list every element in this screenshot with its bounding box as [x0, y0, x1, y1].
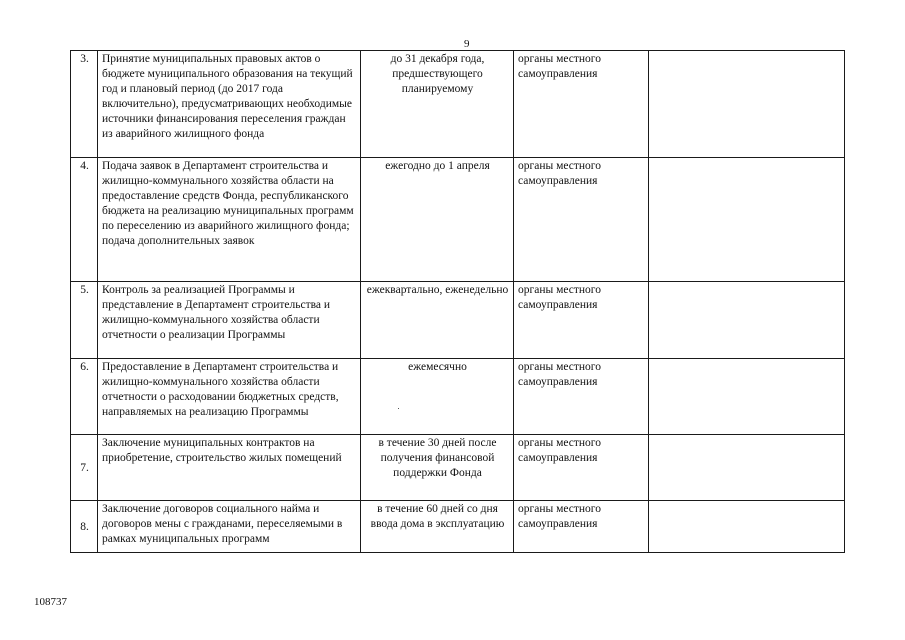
measures-table	[70, 50, 845, 553]
measure-term: ежегодно до 1 апреля	[361, 158, 514, 282]
row-number: 4.	[71, 158, 98, 282]
measure-description: Принятие муниципальных правовых актов о бюджете муниципального образования на текущий год и плановый период (до 2017 года включительно), предусматривающих необходимые источники финансирования переселения граждан из аварийного жилищного фонда	[98, 51, 361, 158]
measure-responsible: органы местного самоуправления	[514, 158, 649, 282]
measure-responsible: органы местного самоуправления	[514, 51, 649, 158]
table-row	[71, 359, 845, 435]
measure-responsible: органы местного самоуправления	[514, 359, 649, 435]
measure-extra-cell	[649, 435, 845, 501]
measure-responsible: органы местного самоуправления	[514, 282, 649, 359]
measure-term: в течение 30 дней после получения финансовой поддержки Фонда	[361, 435, 514, 501]
measure-extra-cell	[649, 158, 845, 282]
document-code: 108737	[34, 596, 67, 608]
measure-term: в течение 60 дней со дня ввода дома в эксплуатацию	[361, 501, 514, 553]
measure-extra-cell	[649, 359, 845, 435]
table-row	[71, 158, 845, 282]
measure-term: ежемесячно	[361, 359, 514, 435]
row-number: 5.	[71, 282, 98, 359]
measure-extra-cell	[649, 282, 845, 359]
row-number: 7.	[71, 435, 98, 501]
measure-description: Подача заявок в Департамент строительства и жилищно-коммунального хозяйства области на предоставление средств Фонда, республиканского бюджета на реализацию муниципальных программ по переселению из аварийного жилищного фонда; подача дополнительных заявок	[98, 158, 361, 282]
table-row	[71, 501, 845, 553]
measure-responsible: органы местного самоуправления	[514, 501, 649, 553]
scan-dot	[398, 408, 399, 409]
measure-description: Контроль за реализацией Программы и представление в Департамент строительства и жилищно-коммунального хозяйства области отчетности о реализации Программы	[98, 282, 361, 359]
measure-description: Предоставление в Департамент строительства и жилищно-коммунального хозяйства области отчетности о расходовании бюджетных средств, направляемых на реализацию Программы	[98, 359, 361, 435]
row-number: 3.	[71, 51, 98, 158]
row-number: 8.	[71, 501, 98, 553]
measure-term: ежеквартально, еженедельно	[361, 282, 514, 359]
measure-term: до 31 декабря года, предшествующего планируемому	[361, 51, 514, 158]
measure-responsible: органы местного самоуправления	[514, 435, 649, 501]
measure-extra-cell	[649, 51, 845, 158]
table-row	[71, 51, 845, 158]
table-row	[71, 435, 845, 501]
measure-extra-cell	[649, 501, 845, 553]
measure-description: Заключение муниципальных контрактов на приобретение, строительство жилых помещений	[98, 435, 361, 501]
page-number: 9	[464, 38, 470, 50]
measure-description: Заключение договоров социального найма и договоров мены с гражданами, переселяемыми в рамках муниципальных программ	[98, 501, 361, 553]
row-number: 6.	[71, 359, 98, 435]
table-row	[71, 282, 845, 359]
